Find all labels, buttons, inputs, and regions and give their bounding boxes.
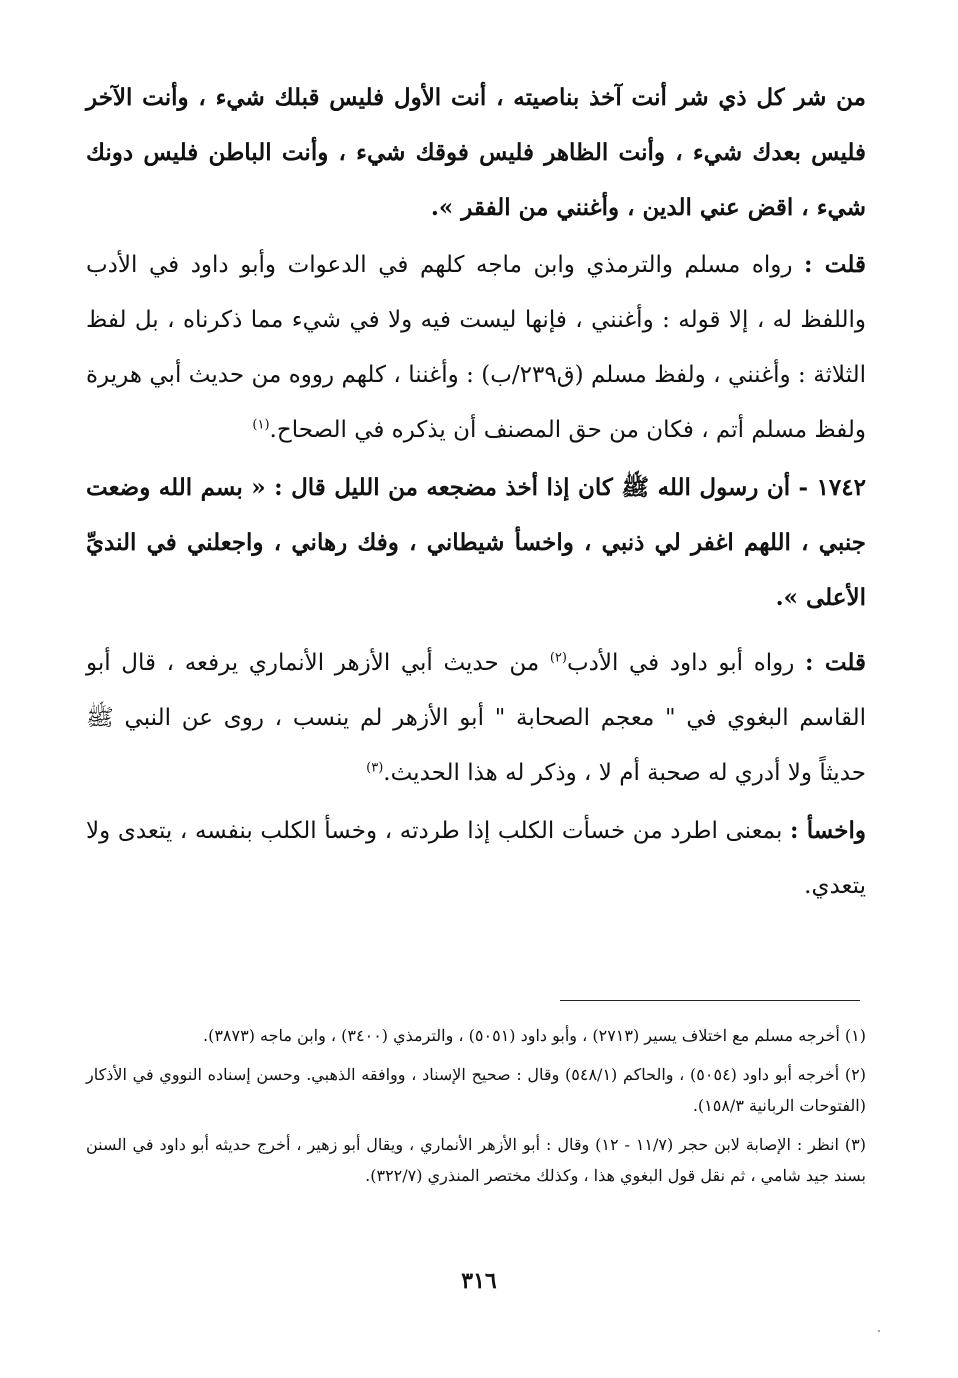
footnote-ref-1[interactable]: (١) (252, 417, 270, 433)
footnote-2: (٢) أخرجه أبو داود (٥٠٥٤) ، والحاكم (٥٤٨/١) وقال : صحيح الإسناد ، ووافقه الذهبي. وحسن إسناده النووي في الأذكار (الفتوحات الربانية ١٥٨/٣). (86, 1065, 867, 1115)
commentary-text-part-a: رواه أبو داود في الأدب (566, 650, 795, 676)
commentary-paragraph-1 (86, 237, 866, 458)
word-explanation-paragraph (86, 803, 866, 914)
commentary-paragraph-2 (86, 635, 866, 801)
commentary-text: رواه مسلم والترمذي وابن ماجه كلهم في الدعوات وأبو داود في الأدب واللفظ له ، إلا قوله : وأغنني ، فإنها ليست فيه ولا في شيء مما ذكرناه ، بل لفظ الثلاثة : وأغنني ، ولفظ مسلم (ق٢٣٩/ب) : وأغننا ، كلهم رووه من حديث أبي هريرة ولفظ مسلم أتم ، فكان من حق المصنف أن يذكره في الصحاح. (86, 252, 866, 443)
explained-word: واخسأ : (789, 817, 867, 844)
commentary-text-part-b: من حديث أبي الأزهر الأنماري يرفعه ، قال أبو القاسم البغوي في " معجم الصحابة " أبو الأزهر لم ينسب ، روى عن النبي ﷺ حديثاً ولا أدري له صحبة أم لا ، وذكر له هذا الحديث. (86, 650, 866, 786)
main-text (86, 70, 866, 914)
footnote-ref-3[interactable]: (٣) (366, 760, 384, 776)
hadith-1742: ١٧٤٢ - أن رسول الله ﷺ كان إذا أخذ مضجعه من الليل قال : « بسم الله وضعت جنبي ، اللهم اغفر لي ذنبي ، واخسأ شيطاني ، وفك رهاني ، واجعلني في النديِّ الأعلى ». (86, 474, 866, 611)
footnote-ref-2[interactable]: (٢) (549, 650, 567, 666)
page-number: ٣١٦ (461, 1268, 497, 1294)
commentary-label: قلت : (804, 251, 866, 278)
commentary-label: قلت : (805, 649, 867, 676)
footnote-3: (٣) انظر : الإصابة لابن حجر (١١/٧ - ١٢) وقال : أبو الأزهر الأنماري ، ويقال أبو زهير ، أخرج حديثه أبو داود في السنن بسند جيد شامي ، ثم نقل قول البغوي هذا ، وكذلك مختصر المنذري (٣٢٢/٧). (86, 1135, 867, 1185)
explanation-text: بمعنى اطرد من خسأت الكلب إذا طردته ، وخسأ الكلب بنفسه ، يتعدى ولا يتعدي. (86, 818, 866, 899)
footnote-1: (١) أخرجه مسلم مع اختلاف يسير (٢٧١٣) ، وأبو داود (٥٠٥١) ، والترمذي (٣٤٠٠) ، وابن ماجه (٣٨٧٣). (203, 1026, 866, 1045)
footnotes (86, 1020, 866, 1199)
scan-speck (878, 1330, 880, 1332)
footnote-divider (560, 1000, 860, 1001)
hadith-text-continued: من شر كل ذي شر أنت آخذ بناصيته ، أنت الأول فليس قبلك شيء ، وأنت الآخر فليس بعدك شيء ، وأنت الظاهر فليس فوقك شيء ، وأنت الباطن فليس دونك شيء ، اقض عني الدين ، وأغنني من الفقر ». (86, 84, 866, 221)
